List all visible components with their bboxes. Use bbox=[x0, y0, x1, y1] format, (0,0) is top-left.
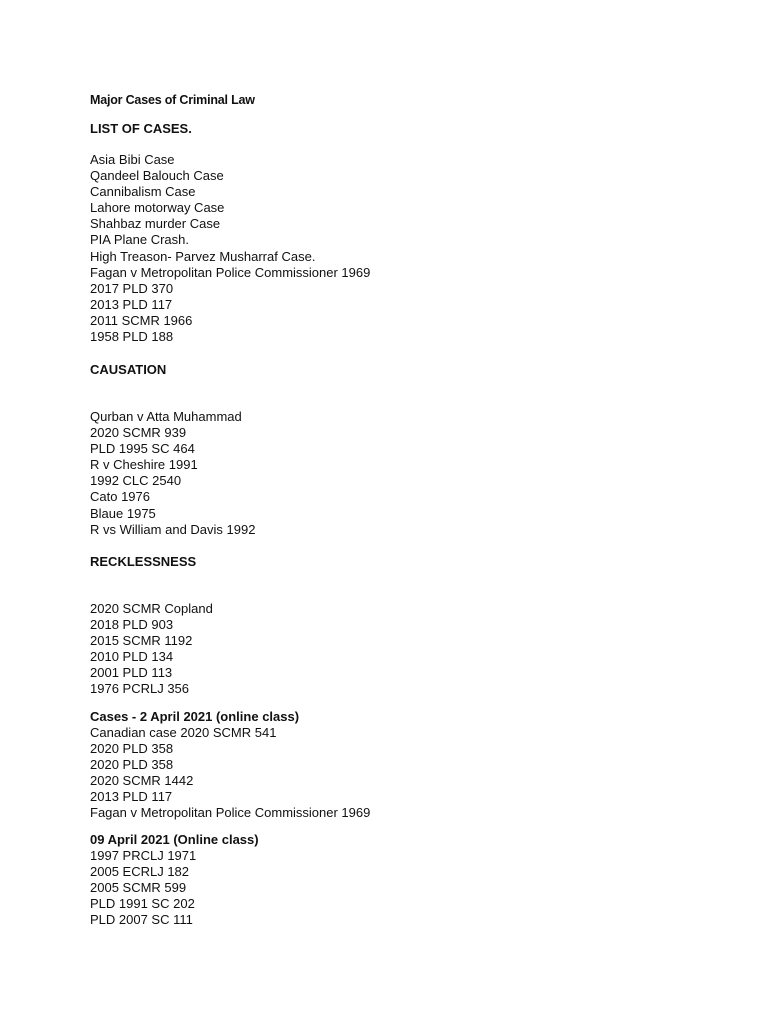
case-item: 1976 PCRLJ 356 bbox=[90, 681, 190, 697]
case-item: 2005 ECRLJ 182 bbox=[90, 864, 190, 880]
case-list bbox=[90, 725, 370, 822]
case-item: Canadian case 2020 SCMR 541 bbox=[90, 725, 277, 740]
case-item: PLD 2007 SC 111 bbox=[90, 912, 193, 928]
case-item: 2013 PLD 117 bbox=[90, 789, 173, 805]
case-item: Cato 1976 bbox=[90, 489, 150, 505]
case-list bbox=[90, 409, 255, 538]
case-item: Asia Bibi Case bbox=[90, 152, 175, 167]
case-item: 2018 PLD 903 bbox=[90, 617, 174, 633]
case-item: 2013 PLD 117 bbox=[90, 296, 173, 312]
case-item: PLD 1991 SC 202 bbox=[90, 896, 195, 912]
case-item: Blaue 1975 bbox=[90, 505, 156, 521]
case-item: 2011 SCMR 1966 bbox=[90, 312, 193, 328]
case-item: 2010 PLD 134 bbox=[90, 649, 174, 665]
case-item: 2005 SCMR 599 bbox=[90, 880, 187, 896]
case-item: 2020 SCMR 1442 bbox=[90, 773, 194, 789]
case-item: PIA Plane Crash. bbox=[90, 232, 189, 248]
section-april-9-cases bbox=[90, 831, 259, 928]
case-item: Qandeel Balouch Case bbox=[90, 168, 224, 184]
case-item: R v Cheshire 1991 bbox=[90, 457, 198, 473]
case-item: 1958 PLD 188 bbox=[90, 329, 174, 345]
case-item: 2020 PLD 358 bbox=[90, 741, 174, 757]
case-item: 2020 SCMR 939 bbox=[90, 425, 187, 441]
case-item: Fagan v Metropolitan Police Commissioner 1969 bbox=[90, 264, 371, 280]
case-item: 1992 CLC 2540 bbox=[90, 473, 182, 489]
case-item: High Treason- Parvez Musharraf Case. bbox=[90, 248, 316, 264]
section-heading: CAUSATION bbox=[90, 362, 167, 377]
case-item: Fagan v Metropolitan Police Commissioner 1969 bbox=[90, 805, 371, 821]
case-item: 2020 SCMR Copland bbox=[90, 601, 213, 616]
case-item: 1997 PRCLJ 1971 bbox=[90, 848, 197, 863]
case-item: 2020 PLD 358 bbox=[90, 757, 174, 773]
case-list bbox=[90, 848, 259, 928]
section-recklessness bbox=[90, 553, 213, 698]
case-item: Qurban v Atta Muhammad bbox=[90, 409, 242, 424]
section-heading: Cases - 2 April 2021 (online class) bbox=[90, 709, 300, 724]
section-heading: LIST OF CASES. bbox=[90, 121, 192, 136]
case-item: R vs William and Davis 1992 bbox=[90, 521, 256, 537]
section-list-of-cases bbox=[90, 120, 370, 345]
case-item: Cannibalism Case bbox=[90, 184, 196, 200]
case-item: PLD 1995 SC 464 bbox=[90, 441, 195, 457]
section-heading: 09 April 2021 (Online class) bbox=[90, 832, 259, 847]
case-item: Shahbaz murder Case bbox=[90, 216, 221, 232]
case-item: 2017 PLD 370 bbox=[90, 280, 174, 296]
document-title: Major Cases of Criminal Law bbox=[90, 93, 255, 107]
case-item: 2001 PLD 113 bbox=[90, 665, 173, 681]
section-causation bbox=[90, 361, 255, 538]
case-list bbox=[90, 152, 370, 345]
section-heading: RECKLESSNESS bbox=[90, 554, 197, 569]
section-april-2-cases bbox=[90, 708, 370, 822]
case-item: 2015 SCMR 1192 bbox=[90, 633, 193, 649]
case-list bbox=[90, 601, 213, 698]
case-item: Lahore motorway Case bbox=[90, 200, 225, 216]
